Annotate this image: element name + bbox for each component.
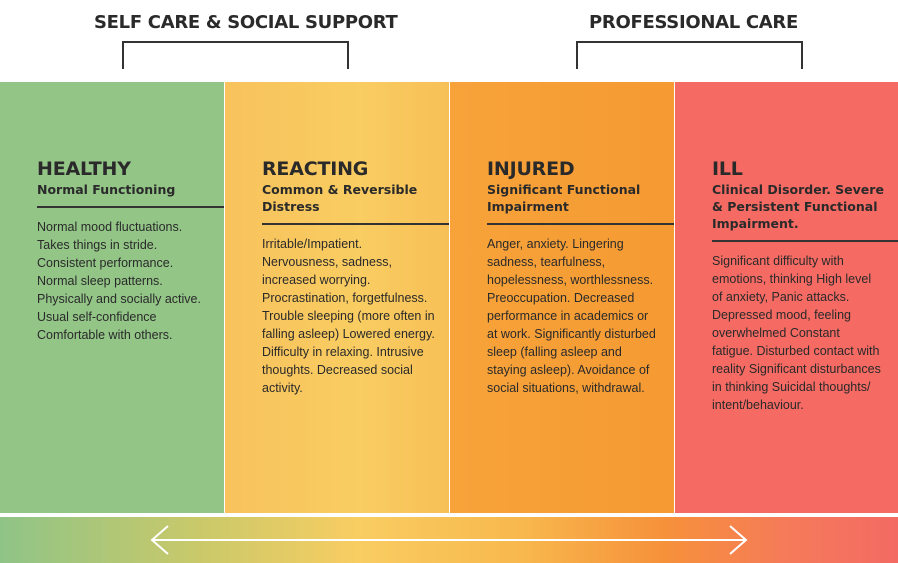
column-title: ILL bbox=[712, 158, 743, 180]
column-divider bbox=[712, 240, 898, 242]
column-divider bbox=[262, 223, 449, 225]
professional-care-group-title: PROFESSIONAL CARE bbox=[589, 12, 798, 33]
professional-care-bracket bbox=[576, 41, 803, 69]
column-divider bbox=[37, 206, 224, 208]
column-title: INJURED bbox=[487, 158, 575, 180]
top-header bbox=[0, 0, 898, 82]
self-care-group-title: SELF CARE & SOCIAL SUPPORT bbox=[94, 12, 398, 33]
double-headed-arrow-icon bbox=[0, 517, 898, 563]
column-subtitle: Significant Functional Impairment bbox=[487, 182, 641, 214]
column-description: Irritable/Impatient. Nervousness, sadness, increased worrying. Procrastination, forgetfulness. Trouble sleeping (more often in falling asleep) Lowered energy. Difficulty in relaxing. Intrusive thoughts. Decreased social activity. bbox=[262, 237, 435, 395]
column-divider bbox=[487, 223, 674, 225]
column-description: Normal mood fluctuations. Takes things in stride. Consistent performance. Normal sleep patterns. Physically and socially active. Usual self-confidence Comfortable with others. bbox=[37, 220, 201, 342]
column-subtitle: Normal Functioning bbox=[37, 182, 176, 197]
continuum-gradient-bar bbox=[0, 517, 898, 563]
column-subtitle: Clinical Disorder. Severe & Persistent Functional Impairment. bbox=[712, 182, 884, 231]
continuum-columns bbox=[0, 82, 898, 513]
column-injured bbox=[450, 82, 674, 513]
column-title: REACTING bbox=[262, 158, 369, 180]
column-description: Anger, anxiety. Lingering sadness, tearfulness, hopelessness, worthlessness. Preoccupation. Decreased performance in academics or at work. Significantly disturbed sleep (falling asleep and staying asleep). Avoidance of social situations, withdrawal. bbox=[487, 237, 656, 395]
column-healthy bbox=[0, 82, 224, 513]
column-description: Significant difficulty with emotions, thinking High level of anxiety, Panic attacks. Depressed mood, feeling overwhelmed Constant fatigue. Disturbed contact with reality Significant disturbances in thinking Suicidal thoughts/ intent/behaviour. bbox=[712, 254, 881, 412]
column-subtitle: Common & Reversible Distress bbox=[262, 182, 418, 214]
self-care-bracket bbox=[122, 41, 349, 69]
column-reacting bbox=[225, 82, 449, 513]
column-title: HEALTHY bbox=[37, 158, 131, 180]
column-ill bbox=[675, 82, 898, 513]
